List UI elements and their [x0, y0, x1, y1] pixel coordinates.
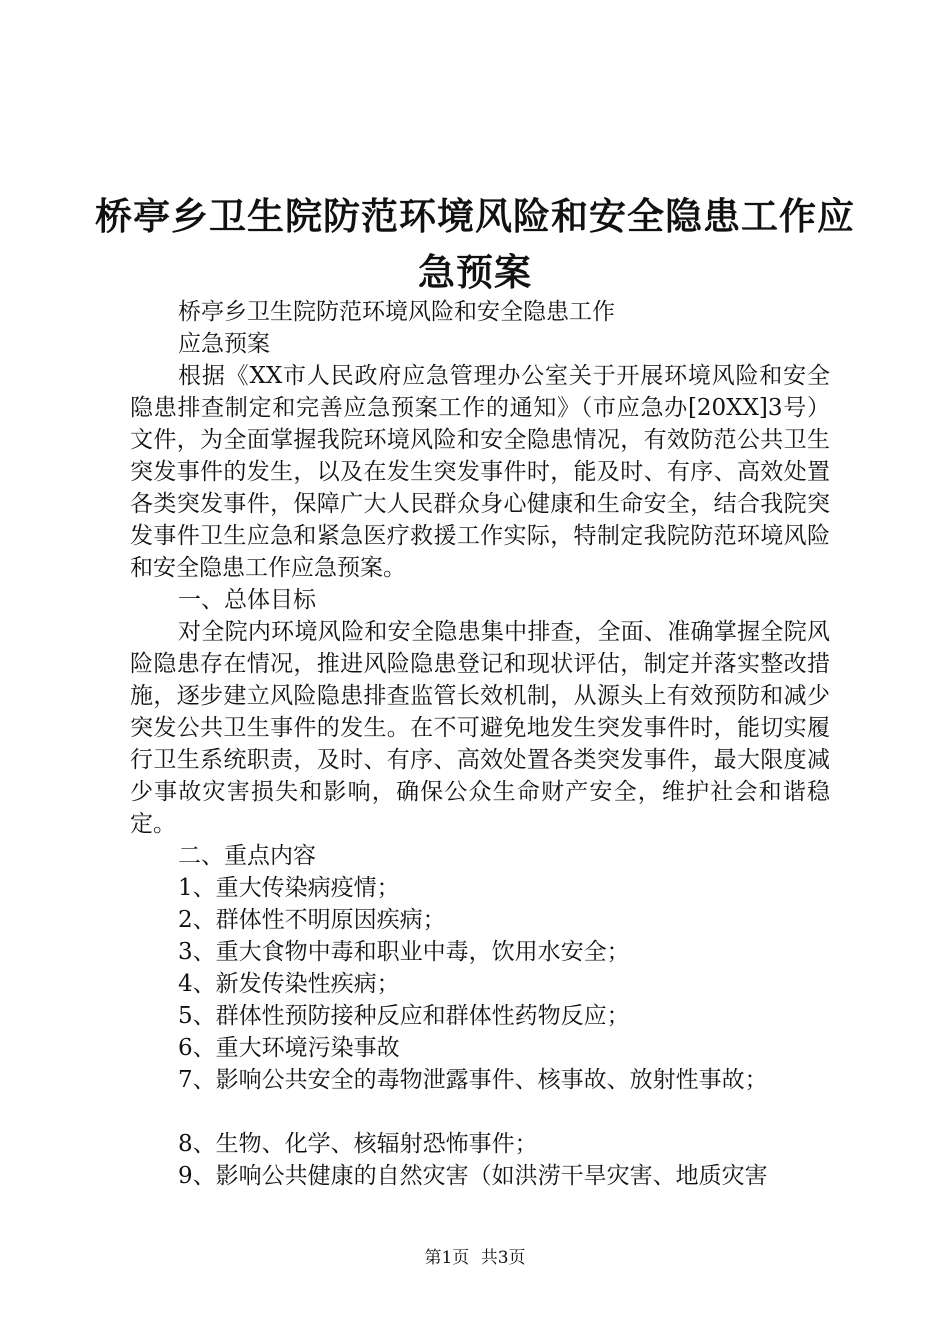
section-heading-1: 一、总体目标 [178, 587, 316, 613]
list-item: 3、重大食物中毒和职业中毒，饮用水安全； [178, 939, 630, 965]
list-item: 7、影响公共安全的毒物泄露事件、核事故、放射性事故； [178, 1067, 768, 1093]
list-item: 5、群体性预防接种反应和群体性药物反应； [178, 1003, 630, 1029]
page-number-footer: 第1页 共3页 [424, 1248, 526, 1268]
list-item: 9、影响公共健康的自然灾害（如洪涝干旱灾害、地质灾害 [178, 1163, 768, 1189]
document-title-line-1: 桥亭乡卫生院防范环境风险和安全隐患工作应 [95, 194, 855, 238]
list-item: 4、新发传染性疾病； [178, 971, 400, 997]
subtitle-line-2: 应急预案 [178, 331, 270, 357]
document-title-line-2: 急预案 [418, 250, 532, 294]
list-item: 2、群体性不明原因疾病； [178, 907, 446, 933]
list-item: 1、重大传染病疫情； [178, 875, 400, 901]
document-body [130, 296, 830, 1192]
intro-paragraph: 根据《XX市人民政府应急管理办公室关于开展环境风险和安全隐患排查制定和完善应急预案工作的通知》（市应急办[20XX]3号）文件，为全面掌握我院环境风险和安全隐患情况，有效防范公共卫生突发事件的发生，以及在发生突发事件时，能及时、有序、高效处置各类突发事件，保障广大人民群众身心健康和生命安全，结合我院突发事件卫生应急和紧急医疗救援工作实际，特制定我院防范环境风险和安全隐患工作应急预案。 [130, 363, 830, 581]
list-item: 8、生物、化学、核辐射恐怖事件； [178, 1131, 538, 1157]
list-item: 6、重大环境污染事故 [178, 1035, 400, 1061]
section-heading-2: 二、重点内容 [178, 843, 316, 869]
section-paragraph-1: 对全院内环境风险和安全隐患集中排查，全面、准确掌握全院风险隐患存在情况，推进风险隐患登记和现状评估，制定并落实整改措施，逐步建立风险隐患排查监管长效机制，从源头上有效预防和减少突发公共卫生事件的发生。在不可避免地发生突发事件时，能切实履行卫生系统职责，及时、有序、高效处置各类突发事件，最大限度减少事故灾害损失和影响，确保公众生命财产安全，维护社会和谐稳定。 [130, 619, 830, 837]
subtitle-line-1: 桥亭乡卫生院防范环境风险和安全隐患工作 [178, 299, 615, 325]
